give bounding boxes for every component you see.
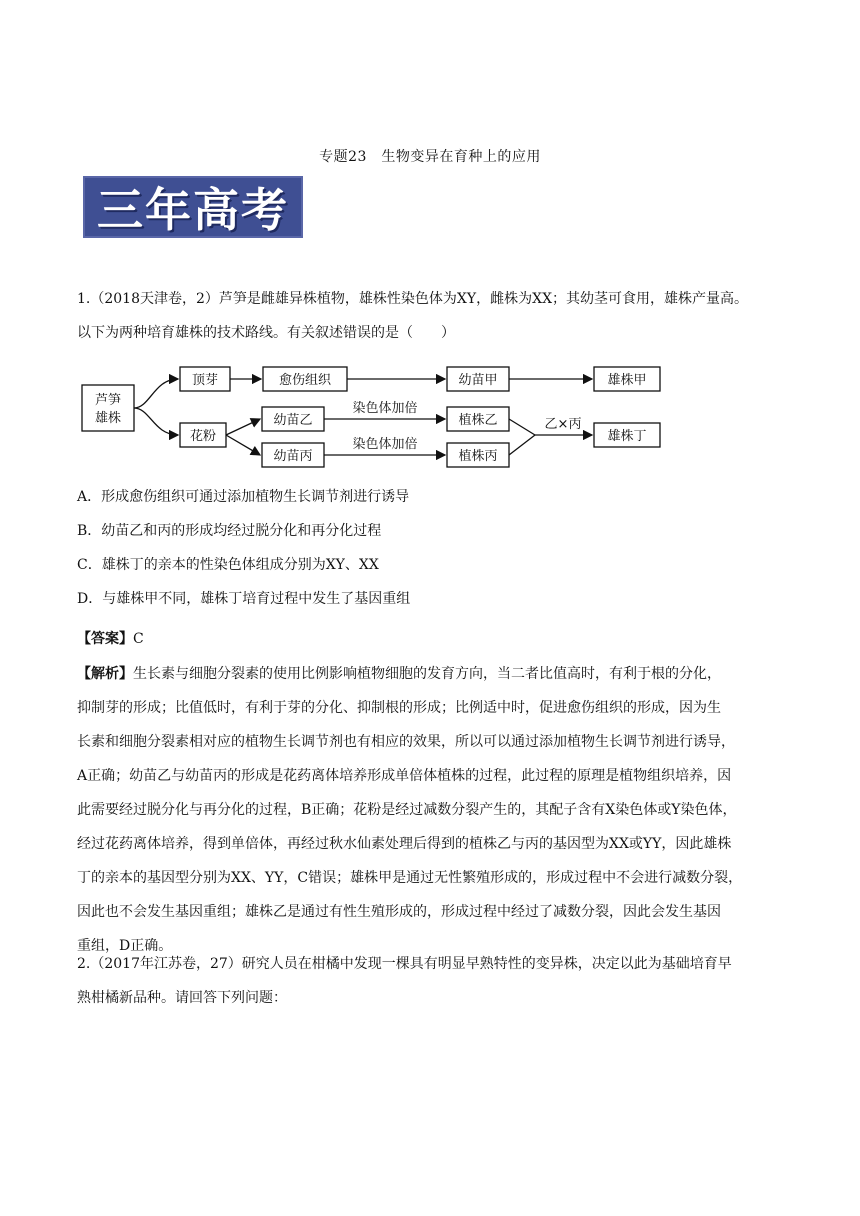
stem-line: 1.（2018天津卷，2）芦笋是雌雄异株植物，雄株性染色体为XY，雌株为XX；其幼茎可食用，雄株产量高。 [77,291,749,307]
stem-line: 2.（2017年江苏卷，27）研究人员在柑橘中发现一棵具有明显早熟特性的变异株，决定以此为基础培育早 [77,956,732,972]
explain-line: 生长素与细胞分裂素的使用比例影响植物细胞的发育方向，当二者比值高时，有利于根的分化， [133,666,721,682]
cross-label: 乙×丙 [544,417,582,432]
node-source-label-2: 雄株 [94,411,122,426]
node-xiongzhu-jia-label: 雄株甲 [607,373,647,388]
stem-line: 以下为两种培育雄株的技术路线。有关叙述错误的是（ ） [77,325,455,341]
answer-value: C [133,631,144,647]
section-banner: 三年高考 [83,176,303,238]
explain-label: 【解析】 [77,666,133,682]
node-youmiao-jia-label: 幼苗甲 [458,373,498,388]
stem-line: 熟柑橘新品种。请回答下列问题： [77,990,287,1006]
node-xiongzhu-ding-label: 雄株丁 [607,429,647,444]
explain-line: 经过花药离体培养，得到单倍体，再经过秋水仙素处理后得到的植株乙与丙的基因型为XX或YY，因此雄株 [77,836,732,852]
answer-line [77,622,787,656]
explain-line: 因此也不会发生基因重组；雄株乙是通过有性生殖形成的，形成过程中经过了减数分裂，因此会发生基因 [77,904,721,920]
double-label-1: 染色体加倍 [352,401,418,416]
node-yushang-label: 愈伤组织 [278,373,332,388]
node-zhizhu-bing-label: 植株丙 [458,449,498,464]
explain-line: 长素和细胞分裂素相对应的植物生长调节剂也有相应的效果，所以可以通过添加植物生长调节剂进行诱导， [77,734,735,750]
option-d: D．与雄株甲不同，雄株丁培育过程中发生了基因重组 [77,591,411,607]
node-source-label: 芦笋 [94,393,122,408]
explanation [77,657,787,963]
explain-line: 丁的亲本的基因型分别为XX、YY，C错误；雄株甲是通过无性繁殖形成的，形成过程中不会进行减数分裂， [77,870,743,886]
node-huafen-label: 花粉 [189,429,217,444]
question-1-options [77,480,787,616]
question-2-stem [77,947,787,1015]
breeding-flow-diagram [80,355,680,480]
explain-line: 重组，D正确。 [77,938,173,954]
question-1-stem [77,282,787,350]
explain-line: A正确；幼苗乙与幼苗丙的形成是花药离体培养形成单倍体植株的过程，此过程的原理是植物组织培养，因 [77,768,732,784]
explain-line: 此需要经过脱分化与再分化的过程，B正确；花粉是经过减数分裂产生的，其配子含有X染色体或Y染色体， [77,802,737,818]
node-youmiao-bing-label: 幼苗丙 [273,449,313,464]
option-c: C．雄株丁的亲本的性染色体组成分别为XY、XX [77,557,379,573]
double-label-2: 染色体加倍 [352,437,418,452]
option-a: A．形成愈伤组织可通过添加植物生长调节剂进行诱导 [77,489,410,505]
explain-line: 抑制芽的形成；比值低时，有利于芽的分化、抑制根的形成；比例适中时，促进愈伤组织的形成，因为生 [77,700,721,716]
option-b: B．幼苗乙和丙的形成均经过脱分化和再分化过程 [77,523,382,539]
page-title: 专题23 生物变异在育种上的应用 [319,149,541,165]
node-youmiao-yi-label: 幼苗乙 [273,413,313,428]
node-zhizhu-yi-label: 植株乙 [458,413,498,428]
answer-label: 【答案】 [77,631,133,647]
node-dingya-label: 顶芽 [191,373,219,388]
